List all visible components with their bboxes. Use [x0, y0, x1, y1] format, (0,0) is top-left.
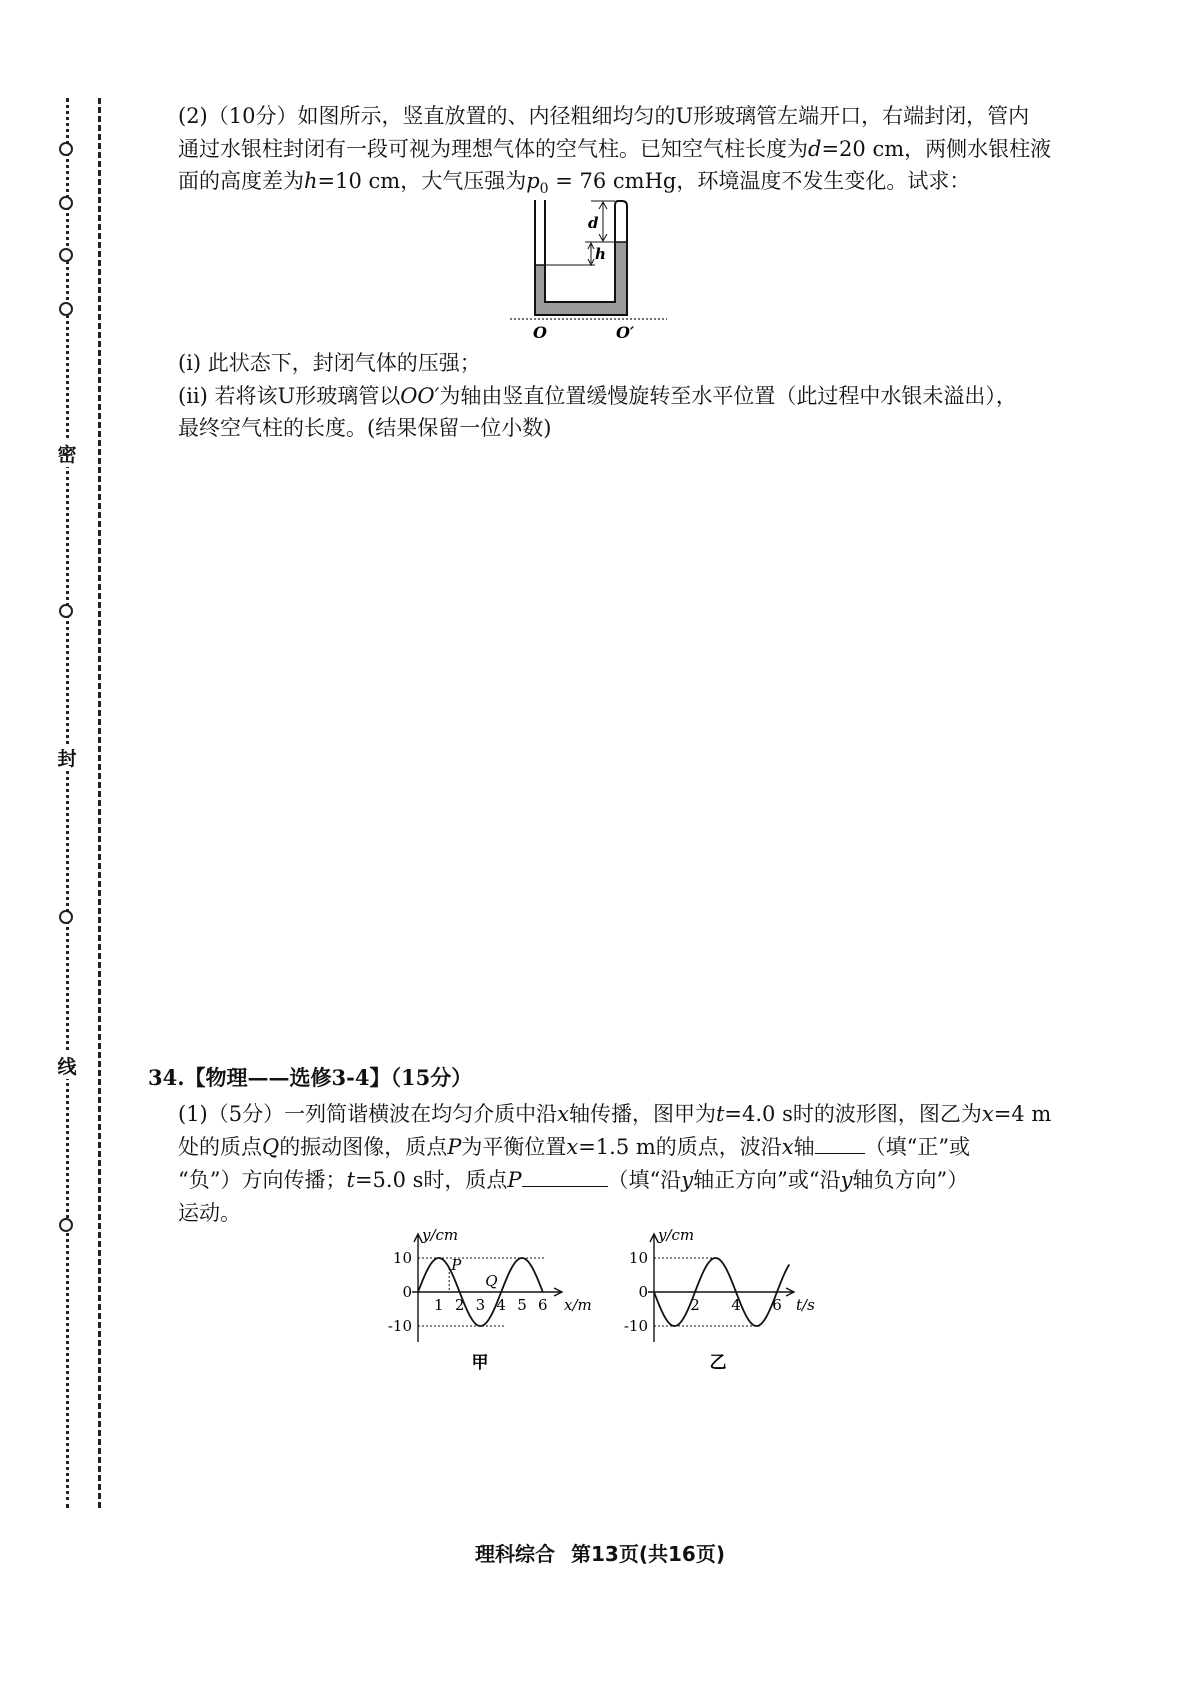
q34-text: 处的质点 — [178, 1135, 262, 1159]
var-p: P — [447, 1135, 462, 1159]
q34-line-4: 运动。 — [178, 1201, 241, 1225]
q2-text: = 76 cmHg，环境温度不发生变化。试求： — [548, 169, 971, 193]
q2-line-1 — [178, 98, 1029, 134]
var-p: P — [507, 1168, 522, 1192]
y-axis-label: y/cm — [422, 1226, 459, 1244]
seal-char-mi: 密 — [54, 440, 80, 467]
q34-text: =4 m — [993, 1102, 1052, 1126]
x-tick-label: 4 — [496, 1296, 506, 1314]
seal-char-xian: 线 — [54, 1052, 80, 1079]
q2-text: =10 cm，大气压强为 — [317, 169, 527, 193]
y-tick-label: -10 — [387, 1317, 412, 1335]
mercury — [535, 242, 627, 315]
var-x: x — [566, 1135, 579, 1159]
q2-text: (ii) 若将该U形玻璃管以 — [178, 384, 401, 408]
binding-ring — [59, 142, 73, 156]
q34-line-2 — [178, 1129, 970, 1165]
answer-blank-direction[interactable] — [815, 1131, 865, 1154]
label-d: d — [588, 214, 599, 232]
q34-text: =4.0 s时的波形图，图乙为 — [724, 1102, 982, 1126]
q34-text: (1)（5分）一列简谐横波在均匀介质中沿 — [178, 1102, 558, 1126]
var-x: x — [781, 1135, 794, 1159]
binding-ring — [59, 1218, 73, 1232]
t-tick-label: 4 — [731, 1296, 741, 1314]
binding-ring — [59, 302, 73, 316]
q2-text: 如图所示，竖直放置的、内径粗细均匀的U形玻璃管左端开口，右端封闭，管内 — [297, 104, 1030, 128]
label-o-prime: O′ — [616, 323, 635, 342]
footer-page-number: 第13页(共16页) — [571, 1542, 725, 1566]
binding-ring — [59, 196, 73, 210]
y-tick-label: 0 — [402, 1283, 412, 1301]
t-axis-label: t/s — [796, 1296, 815, 1314]
q2-sub-i: (i) 此状态下，封闭气体的压强； — [178, 351, 481, 375]
q34-text: =5.0 s时，质点 — [354, 1168, 508, 1192]
binding-ring — [59, 910, 73, 924]
chart-caption-jia: 甲 — [471, 1353, 489, 1373]
x-tick-label: 6 — [538, 1296, 548, 1314]
q34-text: 的振动图像，质点 — [279, 1135, 448, 1159]
label-o: O — [533, 323, 547, 342]
t-tick-label: 6 — [772, 1296, 782, 1314]
q34-line-3 — [178, 1162, 968, 1198]
page-footer — [0, 1538, 1200, 1567]
t-tick-label: 2 — [690, 1296, 700, 1314]
var-p: p — [526, 169, 540, 193]
q2-text: 面的高度差为 — [178, 169, 304, 193]
x-tick-label: 3 — [475, 1296, 486, 1314]
q34-text: 轴传播，图甲为 — [568, 1102, 716, 1126]
q34-line-1 — [178, 1096, 1051, 1132]
answer-blank-motion[interactable] — [522, 1164, 608, 1187]
var-q: Q — [262, 1135, 280, 1159]
q2-sub-ii-line-2: 最终空气柱的长度。(结果保留一位小数) — [178, 416, 552, 440]
x-axis-label: x/m — [564, 1296, 592, 1314]
var-oo: OO′ — [400, 384, 440, 408]
y-tick-label: 10 — [628, 1249, 648, 1267]
q34-text: 轴 — [793, 1135, 815, 1159]
var-p-sub: 0 — [539, 181, 549, 198]
q34-text: 轴正方向”或“沿 — [693, 1168, 841, 1192]
q34-title: 34.【物理——选修3-4】（15分） — [148, 1065, 473, 1090]
binding-dashed-line — [98, 98, 101, 1508]
q2-head: (2)（10分） — [178, 104, 298, 128]
q34-text: =1.5 m的质点，波沿 — [578, 1135, 782, 1159]
q34-text: （填“沿 — [607, 1168, 682, 1192]
var-x: x — [557, 1102, 569, 1126]
y-tick-label: 10 — [392, 1249, 412, 1267]
q2-text: 通过水银柱封闭有一段可视为理想气体的空气柱。已知空气柱长度为 — [178, 137, 808, 161]
q2-text: =20 cm，两侧水银柱液 — [821, 137, 1052, 161]
binding-ring — [59, 604, 73, 618]
y-tick-label: 0 — [638, 1283, 648, 1301]
tube-outer-wall — [535, 200, 627, 315]
label-h: h — [595, 245, 606, 263]
var-t: t — [346, 1168, 355, 1192]
q2-text: 为轴由竖直位置缓慢旋转至水平位置（此过程中水银未溢出）， — [439, 384, 1017, 408]
wave-graph-jia — [380, 1222, 600, 1382]
x-tick-label: 1 — [434, 1296, 444, 1314]
x-tick-label: 2 — [454, 1296, 465, 1314]
vibration-graph-yi — [610, 1222, 830, 1382]
q34-text: “负”）方向传播； — [178, 1168, 347, 1192]
q2-sub-ii-line-1 — [178, 378, 1017, 414]
y-axis-label: y/cm — [658, 1226, 695, 1244]
binding-ring — [59, 248, 73, 262]
point-q-label: Q — [485, 1272, 498, 1290]
q34-text: （填“正”或 — [864, 1135, 971, 1159]
seal-char-feng: 封 — [54, 744, 80, 771]
var-y: y — [681, 1168, 694, 1192]
q34-text: 轴负方向”） — [852, 1168, 969, 1192]
var-y: y — [840, 1168, 853, 1192]
var-t: t — [715, 1102, 725, 1126]
q34-text: 为平衡位置 — [461, 1135, 567, 1159]
chart-caption-yi: 乙 — [709, 1353, 727, 1373]
point-p-label: P — [451, 1255, 462, 1274]
y-tick-label: -10 — [623, 1317, 648, 1335]
q2-line-2 — [178, 131, 1051, 167]
var-h: h — [304, 169, 318, 193]
var-x: x — [981, 1102, 994, 1126]
footer-subject: 理科综合 — [475, 1542, 556, 1566]
u-tube-figure — [505, 198, 675, 348]
var-d: d — [808, 137, 822, 161]
x-tick-label: 5 — [517, 1296, 527, 1314]
